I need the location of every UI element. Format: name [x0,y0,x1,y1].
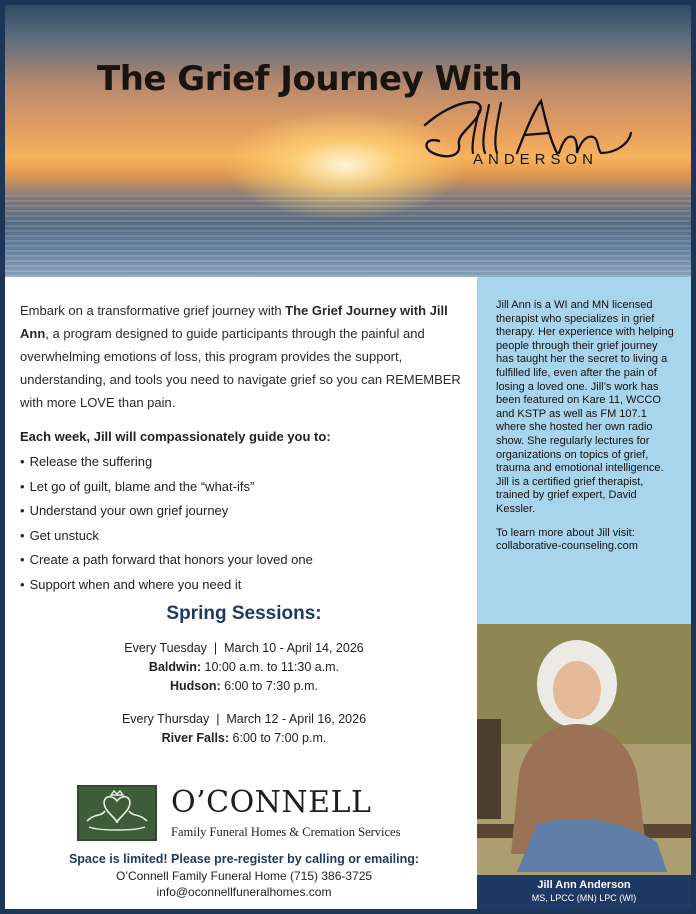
thursday-dates: Every Thursday | March 12 - April 16, 2026 [121,712,367,726]
list-item: • Let go of guilt, blame and the “what-ifs” [20,475,468,500]
river-falls-time [20,729,468,748]
intro-text-2: , a program designed to guide participants through the painful and overwhelming emotions of loss, this program provides the support, understanding, and tools you need to navigate grief so you can REMEMBER with more LOVE than pain. [20,326,461,410]
flyer [5,5,691,909]
tuesday-dates: Every Tuesday | March 10 - April 14, 2026 [124,641,364,655]
caption-name: Jill Ann Anderson [537,879,631,891]
guide-heading: Each week, Jill will compassionately guide you to: [20,429,331,444]
photo-caption [477,875,691,909]
sea-reflection [5,195,691,277]
location-time: 10:00 a.m. to 11:30 a.m. [201,660,340,674]
guide-list [20,450,468,597]
list-item: • Support when and where you need it [20,573,468,598]
baldwin-time [20,658,468,677]
list-item: • Get unstuck [20,524,468,549]
location-time: 6:00 to 7:30 p.m. [220,679,318,693]
intro-text-1: Embark on a transformative grief journey with [20,303,286,318]
page-title: The Grief Journey With [97,59,523,99]
list-item: • Understand your own grief journey [20,499,468,524]
sunset-banner [5,5,691,277]
sessions-title: Spring Sessions: [166,603,322,624]
email-link[interactable]: info@oconnellfuneralhomes.com [156,885,332,899]
bio-text: Jill Ann is a WI and MN licensed therapist who specializes in grief therapy. Her experience with helping people through their grief journey has taught her the secret to living a fulfilled life, even after the pain of losing a loved one. Jill’s work has been featured on Kare 11, WCCO and KSTP as well as FM 107.1 where she hosted her own radio show. She regularly lectures for organizations on topics of grief, trauma and emotional intelligence. Jill is a certified grief therapist, trained by grief expert, David Kessler. [496,299,674,515]
registration-cta: Space is limited! Please pre-register by calling or emailing: [68,852,420,866]
caption-credentials: MS, LPCC (MN) LPC (WI) [531,893,637,903]
phone-line: O’Connell Family Funeral Home (715) 386-3725 [115,869,373,883]
program-name: The Grief Journey with Jill Ann [20,303,448,341]
claddagh-logo-icon [77,785,157,841]
location-label: River Falls: [161,731,230,745]
hudson-time [20,677,468,696]
learn-more-link[interactable]: To learn more about Jill visit: collaborative-counseling.com [496,526,638,553]
brand-name: O’CONNELL [171,785,372,820]
location-time: 6:00 to 7:00 p.m. [229,731,327,745]
surname: ANDERSON [473,151,599,168]
location-label: Baldwin: [148,660,202,674]
brand-subtitle: Family Funeral Homes & Cremation Services [171,825,401,839]
registration-info [20,851,468,900]
main-column [20,299,468,597]
sessions-block [20,603,468,748]
location-label: Hudson: [170,679,221,693]
list-item: • Release the suffering [20,450,468,475]
intro-paragraph [20,299,468,414]
bio-sidebar [477,277,691,624]
list-item: • Create a path forward that honors your loved one [20,548,468,573]
portrait-photo [477,624,691,879]
